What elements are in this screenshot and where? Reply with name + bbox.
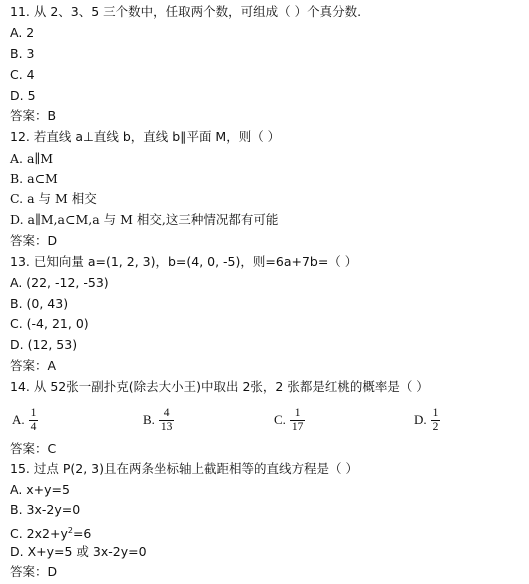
q11-option-c: C. 4 [10, 67, 35, 82]
fraction-numerator: 1 [30, 406, 37, 419]
q14-option-b [143, 400, 174, 440]
q11-answer: 答案：B [10, 108, 57, 123]
q11-option-a: A. 2 [10, 25, 35, 40]
q14-option-d-fraction [431, 407, 441, 434]
q13-option-c: C. (-4, 21, 0) [10, 316, 89, 331]
q13-option-b: B. (0, 43) [10, 296, 69, 311]
q12-option-c: C. a 与 M 相交 [10, 191, 97, 206]
q13-option-a: A. (22, -12, -53) [10, 275, 109, 290]
q13-stem: 13. 已知向量 a=(1, 2, 3)，b=(4, 0, -5)，则=6a+7b=（ ） [10, 254, 358, 269]
q13-option-d: D. (12, 53) [10, 337, 78, 352]
fraction-numerator: 4 [163, 406, 170, 419]
superscript: 2 [67, 526, 73, 535]
fraction-numerator: 1 [294, 406, 301, 419]
q15-option-b: B. 3x-2y=0 [10, 502, 81, 517]
q15-option-c [10, 521, 91, 541]
q14-option-d-label: D. [414, 412, 427, 427]
fraction-denominator: 13 [160, 420, 173, 433]
q14-option-c-fraction [290, 407, 306, 434]
q14-option-b-fraction [159, 407, 175, 434]
q14-stem: 14. 从 52张一副扑克(除去大小王)中取出 2张，2 张都是红桃的概率是（ ） [10, 379, 429, 394]
q11-stem: 11. 从 2、3、5 三个数中，任取两个数，可组成（ ）个真分数. [10, 4, 362, 19]
fraction-denominator: 2 [432, 420, 439, 433]
q12-option-d: D. a∥M,a⊂M,a 与 M 相交,这三种情况都有可能 [10, 212, 279, 227]
q14-option-b-label: B. [143, 412, 155, 427]
q15-option-c-text: C. 2x2+y [10, 526, 68, 541]
q15-option-d: D. X+y=5 或 3x-2y=0 [10, 544, 147, 559]
q15-option-c-tail: =6 [72, 526, 92, 541]
q14-option-a-label: A. [12, 412, 25, 427]
fraction-denominator: 4 [30, 420, 37, 433]
q14-answer: 答案：C [10, 441, 57, 456]
q13-answer: 答案：A [10, 358, 57, 373]
q12-answer: 答案：D [10, 233, 58, 248]
q15-answer: 答案：D [10, 564, 58, 579]
q15-stem: 15. 过点 P(2, 3)且在两条坐标轴上截距相等的直线方程是（ ） [10, 461, 358, 476]
q12-stem: 12. 若直线 a⊥直线 b，直线 b∥平面 M，则（ ） [10, 129, 281, 144]
q14-option-d [414, 400, 440, 440]
q14-option-a [12, 400, 38, 440]
q14-option-a-fraction [29, 407, 39, 434]
q11-option-d: D. 5 [10, 88, 36, 103]
q14-option-c [274, 400, 305, 440]
q14-option-c-label: C. [274, 412, 286, 427]
q15-option-a: A. x+y=5 [10, 482, 70, 497]
fraction-numerator: 1 [432, 406, 439, 419]
q12-option-b: B. a⊂M [10, 171, 58, 186]
q11-option-b: B. 3 [10, 46, 35, 61]
q12-option-a: A. a∥M [10, 151, 53, 166]
q14-options [10, 400, 525, 440]
fraction-denominator: 17 [291, 420, 304, 433]
